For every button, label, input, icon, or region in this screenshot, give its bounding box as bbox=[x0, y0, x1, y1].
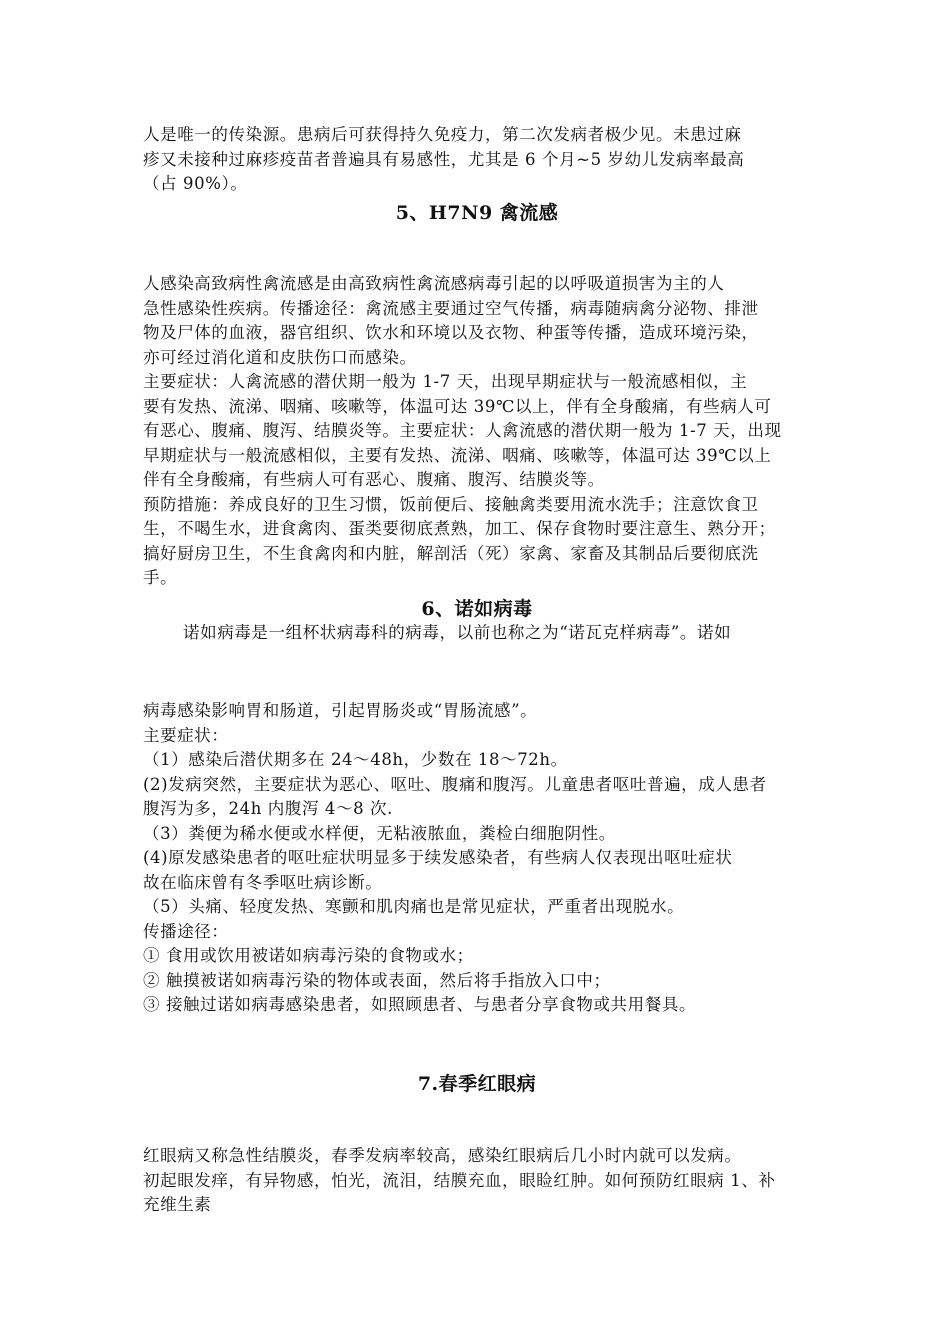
text-line: （3）粪便为稀水便或水样便，无粘液脓血，粪检白细胞阴性。 bbox=[143, 823, 616, 843]
text-line: 传播途径： bbox=[143, 921, 229, 941]
text-line: 人感染高致病性禽流感是由高致病性禽流感病毒引起的以呼吸道损害为主的人 bbox=[143, 274, 725, 293]
section5-heading: 5、H7N9 禽流感 bbox=[395, 202, 559, 224]
text-line: 主要症状： bbox=[143, 725, 229, 745]
text-line: 伴有全身酸痛，有些病人可有恶心、腹痛、腹泻、结膜炎等。 bbox=[143, 470, 605, 489]
text-line: 亦可经过消化道和皮肤伤口而感染。 bbox=[143, 347, 417, 367]
text-line: ③ 接触过诺如病毒感染患者，如照顾患者、与患者分享食物或共用餐具。 bbox=[143, 995, 697, 1014]
text-line: ② 触摸被诺如病毒污染的物体或表面，然后将手指放入口中； bbox=[143, 970, 611, 990]
section5-body bbox=[143, 272, 811, 591]
text-line: 腹泻为多，24h 内腹泻 4～8 次. bbox=[143, 799, 393, 818]
text-line: 故在临床曾有冬季呕吐病诊断。 bbox=[143, 872, 383, 892]
text-line: 生，不喝生水，进食禽肉、蛋类要彻底煮熟，加工、保存食物时要注意生、熟分开； bbox=[143, 519, 776, 538]
text-line: (2)发病突然，主要症状为恶心、呕吐、腹痛和腹泻。儿童患者呕吐普遍，成人患者 bbox=[143, 774, 767, 794]
section6-heading: 6、诺如病毒 bbox=[421, 598, 533, 620]
text-line: 病毒感染影响胃和肠道，引起胃肠炎或“胃肠流感”。 bbox=[143, 701, 538, 720]
text-line: 疹又未接种过麻疹疫苗者普遍具有易感性，尤其是 6 个月~5 岁幼儿发病率最高 bbox=[143, 149, 745, 169]
text-line: 人是唯一的传染源。患病后可获得持久免疫力，第二次发病者极少见。未患过麻 bbox=[143, 125, 742, 144]
text-line: （1）感染后潜伏期多在 24～48h，少数在 18～72h。 bbox=[143, 750, 568, 769]
section6-intro bbox=[143, 621, 811, 646]
text-line: 要有发热、流涕、咽痛、咳嗽等，体温可达 39℃以上，伴有全身酸痛，有些病人可 bbox=[143, 396, 772, 416]
text-line: 诺如病毒是一组杯状病毒科的病毒，以前也称之为“诺瓦克样病毒”。诺如 bbox=[183, 623, 732, 642]
section7-body bbox=[143, 1144, 811, 1218]
text-line: ① 食用或饮用被诺如病毒污染的食物或水； bbox=[143, 946, 474, 965]
text-line: 充维生素 bbox=[143, 1195, 212, 1214]
text-line: 手。 bbox=[143, 568, 178, 587]
text-line: 搞好厨房卫生，不生食禽肉和内脏，解剖活（死）家禽、家畜及其制品后要彻底洗 bbox=[143, 543, 759, 563]
text-line: 急性感染性疾病。传播途径：禽流感主要通过空气传播，病毒随病禽分泌物、排泄 bbox=[143, 298, 759, 318]
section6-body bbox=[143, 699, 811, 1018]
text-line: 预防措施：养成良好的卫生习惯，饭前便后、接触禽类要用流水洗手；注意饮食卫 bbox=[143, 494, 759, 514]
section4-tail-text bbox=[143, 123, 811, 197]
text-line: (4)原发感染患者的呕吐症状明显多于续发感染者，有些病人仅表现出呕吐症状 bbox=[143, 848, 733, 867]
text-line: 有恶心、腹痛、腹泻、结膜炎等。主要症状：人禽流感的潜伏期一般为 1-7 天，出现 bbox=[143, 421, 782, 440]
section7-heading: 7.春季红眼病 bbox=[417, 1073, 537, 1095]
text-line: 物及尸体的血液，器官组织、饮水和环境以及衣物、种蛋等传播，造成环境污染， bbox=[143, 323, 759, 342]
text-line: 早期症状与一般流感相似，主要有发热、流涕、咽痛、咳嗽等，体温可达 39℃以上 bbox=[143, 445, 772, 465]
text-line: 主要症状：人禽流感的潜伏期一般为 1-7 天，出现早期症状与一般流感相似，主 bbox=[143, 372, 748, 391]
text-line: 红眼病又称急性结膜炎，春季发病率较高，感染红眼病后几小时内就可以发病。 bbox=[143, 1146, 742, 1165]
text-line: （5）头痛、轻度发热、寒颤和肌肉痛也是常见症状，严重者出现脱水。 bbox=[143, 897, 685, 916]
text-line: （占 90%）。 bbox=[143, 174, 248, 193]
text-line: 初起眼发痒，有异物感，怕光，流泪，结膜充血，眼睑红肿。如何预防红眼病 1、补 bbox=[143, 1170, 776, 1190]
